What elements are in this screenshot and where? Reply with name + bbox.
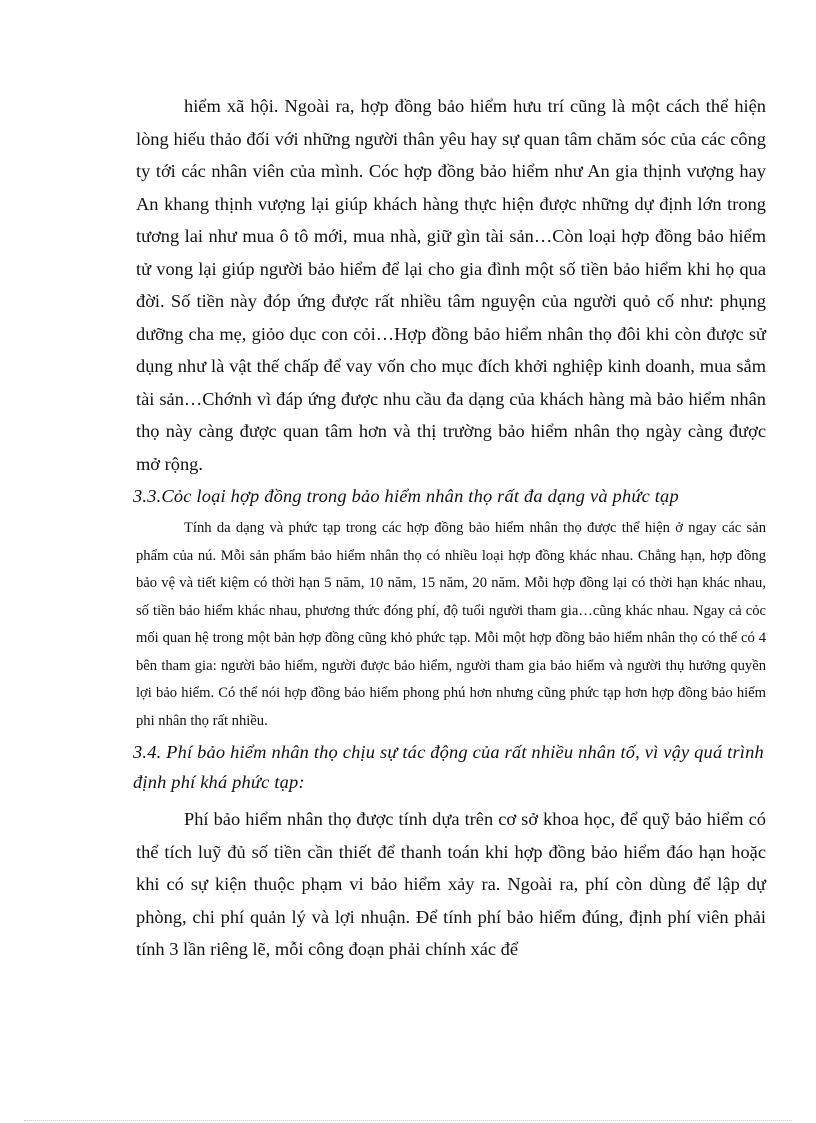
section-heading-3-3: 3.3.Cỏc loại hợp đồng trong bảo hiểm nhân thọ rất đa dạng và phức tạp xyxy=(133,486,679,506)
section-heading-3-4: 3.4. Phí bảo hiểm nhân thọ chịu sự tác động của rất nhiều nhân tố, vì vậy quá trình định phí khá phức tạp: xyxy=(133,742,764,792)
page-bottom-divider xyxy=(24,1120,792,1121)
paragraph-contract-diversity: Tính da dạng và phức tạp trong các hợp đồng bảo hiểm nhân thọ được thể hiện ở ngay các sản phẩm của nú. Mỗi sản phẩm bảo hiểm nhân thọ có nhiều loại hợp đồng khác nhau. Chẳng hạn, hợp đồng bảo vệ và tiết kiệm có thời hạn 5 năm, 10 năm, 15 năm, 20 năm. Mỗi hợp đồng lại có thời hạn khác nhau, số tiền bảo hiểm khác nhau, phương thức đóng phí, độ tuổi người tham gia…cũng khác nhau. Ngay cả cỏc mối quan hệ trong một bản hợp đồng cũng khỏ phức tạp. Mỗi một hợp đồng bảo hiểm nhân thọ có thể có 4 bên tham gia: người bảo hiểm, người được bảo hiểm, người tham gia bảo hiểm và người thụ hưởng quyền lợi bảo hiểm. Có thể nói hợp đồng bảo hiểm phong phú hơn nhưng cũng phức tạp hơn hợp đồng bảo hiểm phi nhân thọ rất nhiều. xyxy=(136,520,766,729)
document-page xyxy=(133,90,766,966)
paragraph-premium-calculation: Phí bảo hiểm nhân thọ được tính dựa trên cơ sở khoa học, để quỹ bảo hiểm có thể tích luỹ đủ số tiền cần thiết để thanh toán khi hợp đồng bảo hiểm đáo hạn hoặc khi có sự kiện thuộc phạm vi bảo hiểm xảy ra. Ngoài ra, phí còn dùng để lập dự phòng, chi phí quản lý và lợi nhuận. Để tính phí bảo hiểm đúng, định phí viên phải tính 3 lần riêng lẽ, mỗi công đoạn phải chính xác để xyxy=(136,809,766,959)
paragraph-life-insurance-benefits: hiểm xã hội. Ngoài ra, hợp đồng bảo hiểm hưu trí cũng là một cách thể hiện lòng hiếu thảo đối với những người thân yêu hay sự quan tâm chăm sóc của các công ty tới các nhân viên của mình. Cóc hợp đồng bảo hiểm như An gia thịnh vượng hay An khang thịnh vượng lại giúp khách hàng thực hiện được những dự định lớn trong tương lai như mua ô tô mới, mua nhà, giữ gìn tài sản…Còn loại hợp đồng bảo hiểm tử vong lại giúp người bảo hiểm để lại cho gia đình một số tiền bảo hiểm khi họ qua đời. Số tiền này đóp ứng được rất nhiều tâm nguyện của người quỏ cố như: phụng dưỡng cha mẹ, giỏo dục con cỏi…Hợp đồng bảo hiểm nhân thọ đôi khi còn được sử dụng như là vật thế chấp để vay vốn cho mục đích khởi nghiệp kinh doanh, mua sắm tài sản…Chớnh vì đáp ứng được nhu cầu đa dạng của khách hàng mà bảo hiểm nhân thọ này càng được quan tâm hơn và thị trường bảo hiểm nhân thọ ngày càng được mở rộng. xyxy=(136,96,766,474)
